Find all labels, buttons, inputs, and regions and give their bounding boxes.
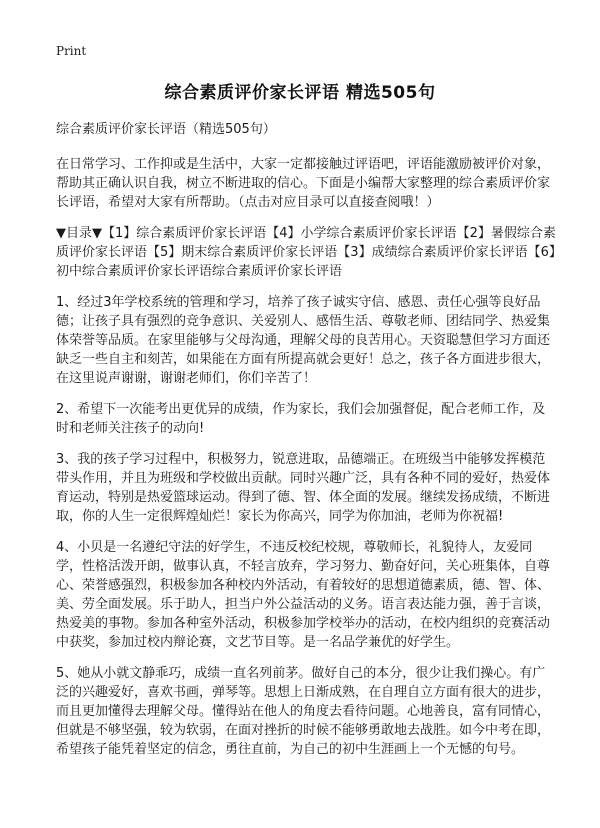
toc-prefix: ▼目录▼ (56, 226, 102, 241)
comment-paragraph-3: 3、我的孩子学习过程中，积极努力，锐意进取，品德端正。在班级当中能够发挥模范带头作用，并且为班级和学校做出贡献。同时兴趣广泛，具有各种不同的爱好，热爱体育运动，特别是热爱篮球运动。得到了德、智、体全面的发展。继续发扬成绩，不断进取，你的人生一定很辉煌灿烂！家长为你高兴，同学为你加油，老师为你祝福! (56, 452, 551, 524)
page-title: 综合素质评价家长评语 精选505句 (164, 83, 436, 103)
toc-link-6[interactable]: 【6】初中综合素质评价家长评语综合素质评价家长评语 (56, 245, 556, 279)
comment-paragraph-4: 4、小贝是一名遵纪守法的好学生，不违反校纪校规，尊敬师长，礼貌待人，友爱同学，性格活泼开朗，做事认真，不轻言放弃，学习努力、勤奋好问，关心班集体，自尊心、荣誉感强烈，积极参加各种校内外活动，有着较好的思想道德素质，德、智、体、美、劳全面发展。乐于助人，担当户外公益活动的义务。语言表达能力强，善于言谈，热爱美的事物。参加各种室外活动，积极参加学校举办的活动，在校内组织的竞赛活动中获奖，参加过校内辩论赛，文艺节目等。是一名品学兼优的好学生。 (56, 540, 551, 650)
toc-link-3[interactable]: 【3】成绩综合素质评价家长评语 (337, 245, 528, 260)
comment-paragraph-2: 2、希望下一次能考出更优异的成绩，作为家长，我们会加强督促，配合老师工作，及时和老师关注孩子的动向! (56, 402, 546, 436)
toc-link-2[interactable]: 【2】暑假综合素质评价家长评语 (56, 226, 556, 260)
toc-link-1[interactable]: 【1】综合素质评价家长评语 (102, 226, 267, 241)
toc-link-5[interactable]: 【5】期末综合素质评价家长评语 (147, 245, 338, 260)
article-subtitle: 综合素质评价家长评语（精选505句） (56, 122, 276, 137)
table-of-contents (56, 224, 556, 281)
article-body (56, 120, 556, 771)
comment-paragraph-1: 1、经过3年学校系统的管理和学习，培养了孩子诚实守信、感恩、责任心强等良好品德；让孩子具有强烈的竞争意识、关爱别人、感悟生活、尊敬老师、团结同学、热爱集体荣誉等品质。在家里能够与父母沟通，理解父母的良苦用心。天资聪慧但学习方面还缺乏一些自主和刻苦，如果能在方面有所提高就会更好！总之，孩子各方面进步很大，在这里说声谢谢，谢谢老师们，你们辛苦了！ (56, 295, 551, 386)
comment-paragraph-5: 5、她从小就文静乖巧，成绩一直名列前茅。做好自己的本分，很少让我们操心。有广泛的兴趣爱好，喜欢书画，弹琴等。思想上日渐成熟，在自理自立方面有很大的进步，而且更加懂得去理解父母。懂得站在他人的角度去看待问题。心地善良，富有同情心，但就是不够坚强，较为软弱，在面对挫折的时候不能够勇敢地去战胜。如今中考在即，希望孩子能凭着坚定的信念，勇往直前，为自己的初中生涯画上一个无憾的句号。 (56, 666, 551, 757)
toc-link-4[interactable]: 【4】小学综合素质评价家长评语 (266, 226, 457, 241)
intro-paragraph: 在日常学习、工作抑或是生活中，大家一定都接触过评语吧，评语能激励被评价对象，帮助其正确认识自我，树立不断进取的信心。下面是小编帮大家整理的综合素质评价家长评语，希望对大家有所帮助。（点击对应目录可以直接查阅哦！） (56, 157, 551, 210)
print-link[interactable]: Print (56, 44, 87, 58)
